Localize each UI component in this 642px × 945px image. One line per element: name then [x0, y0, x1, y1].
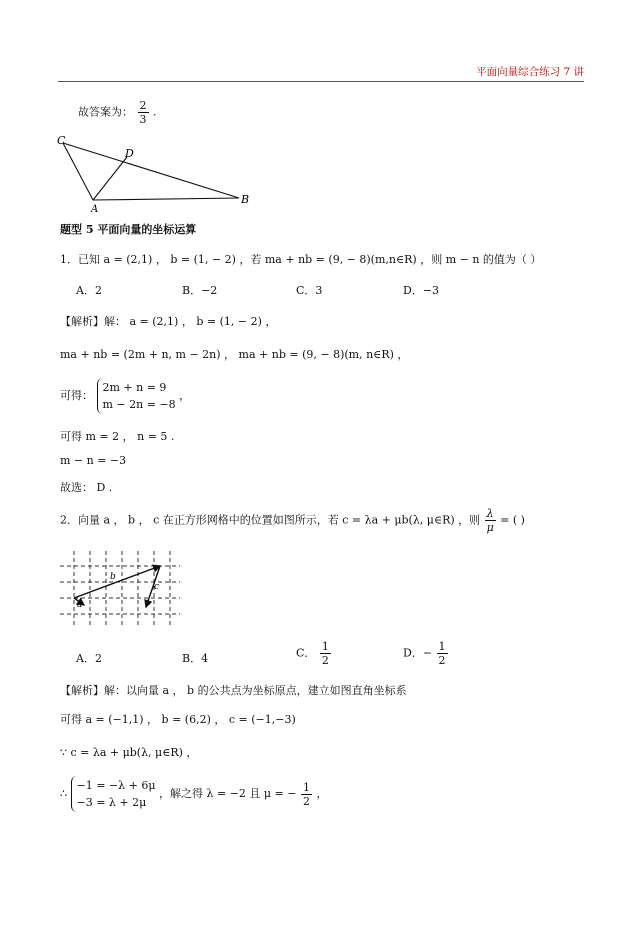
q1-option-d: D．−3: [403, 284, 440, 297]
q1-solution-line1: 【解析】解： a = (2,1) ， b = (1, − 2) ，: [60, 315, 277, 328]
triangle-side-ca: [63, 143, 93, 200]
label-d: D: [125, 147, 134, 160]
lambda-over-mu: $\frac{\lambda}{\mu}$: [486, 507, 494, 534]
q2-solution-line3: ∵ c = λa + μb(λ, μ∈R) ，: [60, 746, 198, 759]
q1-option-c: C．3: [296, 284, 323, 297]
q2-solution-system: ∴ −1 = −λ + 6μ −3 = λ + 2μ ，解之得 λ = −2 且 μ = − $\frac{1}{2}$ ，: [60, 776, 327, 812]
q2-stem: 2．向量 a ， b ， c 在正方形网格中的位置如图所示，若 c = λa + μb(λ, μ∈R) ，则 $\frac{\lambda}{\mu}$ = ( ): [60, 507, 525, 534]
triangle-figure: [55, 132, 255, 215]
answer-fraction: $\frac{2}{3}$: [139, 99, 147, 126]
answer-prefix: 故答案为：: [78, 105, 133, 119]
section-title: 题型 5 平面向量的坐标运算: [60, 223, 197, 236]
page-header-title: 平面向量综合练习 7 讲: [476, 66, 584, 78]
grid-figure: [58, 549, 188, 629]
q1-solution-line2: ma + nb = (2m + n, m − 2n) ， ma + nb = (9, − 8)(m, n∈R) ，: [60, 348, 409, 361]
label-c: C: [57, 134, 66, 147]
triangle-side-ab: [93, 198, 239, 200]
triangle-side-cb: [63, 143, 239, 198]
q1-solution-system: 可得： 2m + n = 9 m − 2n = −8 ，: [60, 378, 190, 414]
label-a: A: [91, 204, 99, 215]
q2-option-b: B．4: [182, 652, 209, 665]
q2-option-a: A．2: [76, 652, 102, 665]
q1-solution-line6: 故选： D .: [60, 481, 113, 494]
label-vector-b: b: [110, 572, 116, 582]
q2-option-c: C． $\frac{1}{2}$: [296, 640, 329, 667]
equation-system: 2m + n = 9 m − 2n = −8: [97, 378, 176, 414]
label-vector-a: a: [77, 600, 83, 610]
q2-option-d: D．− $\frac{1}{2}$: [403, 640, 446, 667]
q1-stem: 1．已知 a = (2,1) ， b = (1, − 2) ，若 ma + nb = (9, − 8)(m,n∈R) ，则 m − n 的值为（ ）: [60, 253, 542, 266]
q2-solution-line1: 【解析】解：以向量 a ， b 的公共点为坐标原点，建立如图直角坐标系: [60, 684, 407, 697]
q1-solution-line4: 可得 m = 2 ， n = 5 .: [60, 430, 175, 443]
header-divider: [58, 81, 584, 82]
equation-system: −1 = −λ + 6μ −3 = λ + 2μ: [71, 776, 156, 812]
grid-lines: [60, 551, 180, 625]
label-vector-c: c: [154, 582, 160, 592]
prev-answer: 故答案为： $\frac{2}{3}$ .: [78, 99, 157, 126]
label-b: B: [241, 193, 250, 206]
q1-solution-line5: m − n = −3: [60, 454, 127, 467]
triangle-segment-ad: [93, 157, 127, 200]
q1-option-a: A．2: [76, 284, 102, 297]
q2-solution-line2: 可得 a = (−1,1) ， b = (6,2) ， c = (−1,−3): [60, 713, 296, 726]
q1-option-b: B．−2: [182, 284, 218, 297]
